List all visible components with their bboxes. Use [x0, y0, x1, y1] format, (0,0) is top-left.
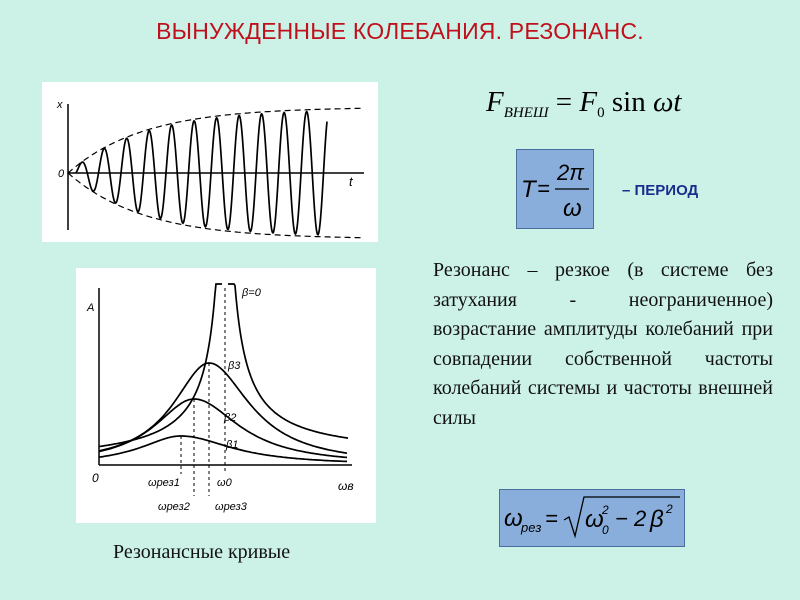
omega0-symbol: ω — [585, 506, 604, 533]
amplitude-force-symbol: F — [579, 86, 598, 118]
external-force-formula — [486, 86, 682, 122]
slide-title: ВЫНУЖДЕННЫЕ КОЛЕБАНИЯ. РЕЗОНАНС. — [156, 18, 644, 44]
period-formula-box — [516, 149, 594, 229]
mark-wres1: ωрез1 — [148, 477, 180, 489]
period-formula — [517, 150, 593, 228]
oscillation-origin-label: 0 — [58, 168, 65, 180]
omega-res-subscript: рез — [521, 520, 542, 535]
resonance-origin-label: 0 — [92, 471, 99, 485]
resonance-curves-caption: Резонансные кривые — [113, 541, 291, 563]
amplitude-force-subscript: 0 — [597, 105, 605, 121]
equals-sign: = — [555, 86, 573, 118]
period-denominator: ω — [563, 195, 582, 222]
label-beta-1: β1 — [226, 439, 239, 451]
resonance-graph — [76, 268, 376, 523]
label-beta-3: β3 — [228, 360, 241, 372]
beta-exponent: 2 — [666, 502, 673, 516]
force-symbol: F — [486, 86, 504, 118]
beta-symbol: β — [650, 506, 664, 533]
resonance-definition: Резонанс – резкое (в системе без затухания - неограниченное) возрастание амплитуды колебаний при совпадении собственной частоты колебаний системы и частоты внешней силы — [433, 259, 773, 429]
mark-w0: ω0 — [217, 477, 232, 489]
label-beta-0: β=0 — [242, 287, 261, 299]
resonance-frequency-formula — [500, 490, 684, 546]
period-symbol: T — [521, 176, 536, 203]
omega0-exponent: 2 — [602, 503, 609, 517]
force-subscript: ВНЕШ — [503, 105, 549, 121]
label-beta-2: β2 — [224, 412, 237, 424]
resonance-frequency-formula-box — [499, 489, 685, 547]
sine-function: sin — [611, 86, 646, 118]
resonance-y-label: A — [87, 302, 95, 314]
forced-oscillation-plot — [42, 82, 378, 242]
mark-wres3: ωрез3 — [215, 501, 247, 513]
oscillation-x-label: t — [349, 174, 353, 189]
resonance-x-label: ωв — [338, 479, 354, 493]
oscillation-y-label: x — [57, 99, 63, 111]
omega-res-equals: = — [545, 506, 558, 531]
period-numerator: 2π — [557, 160, 584, 185]
period-label: – ПЕРИОД — [622, 182, 699, 199]
minus-two-term: − 2 — [615, 506, 647, 531]
omega-res-symbol: ω — [504, 505, 523, 532]
omega0-subscript: 0 — [602, 523, 609, 537]
resonance-curves-plot — [76, 268, 376, 523]
oscillation-graph — [42, 82, 378, 242]
mark-wres2: ωрез2 — [158, 501, 190, 513]
omega-t-term: ωt — [652, 86, 682, 118]
period-equals: = — [537, 176, 550, 201]
